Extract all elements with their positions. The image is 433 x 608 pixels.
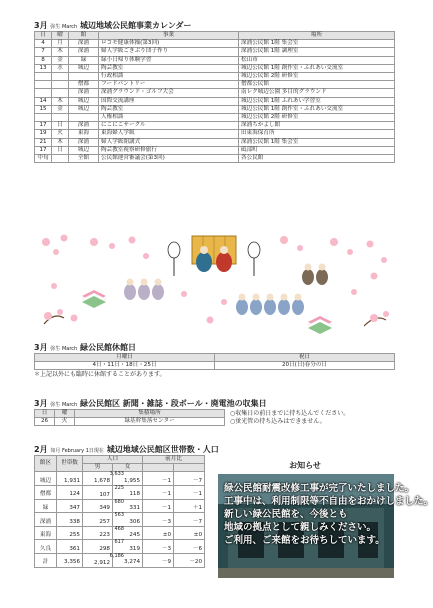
cal-day bbox=[35, 73, 52, 81]
hh-male bbox=[83, 471, 124, 486]
cal-event: にこにこサークル bbox=[99, 122, 239, 130]
hh-d-population: －7 bbox=[174, 513, 205, 527]
cal-hall: 緑 bbox=[69, 56, 99, 64]
households-row bbox=[35, 540, 205, 554]
calendar-table bbox=[34, 31, 395, 163]
closed-heading: 3月 弥生 March 緑公民館休館日 bbox=[34, 343, 137, 352]
hh-d-population: －1 bbox=[174, 486, 205, 500]
cal-place: 砥部町 bbox=[239, 146, 395, 154]
calendar-row bbox=[35, 81, 395, 89]
cal-place: 各公民館 bbox=[239, 155, 395, 163]
cal-event: ロコモ健康体操(第3回) bbox=[99, 40, 239, 48]
cal-hall: 深浦 bbox=[69, 122, 99, 130]
cal-weekday bbox=[52, 73, 69, 81]
cal-weekday: 金 bbox=[52, 105, 69, 113]
notice-line-5: ご利用、ご来館をお待ちしています。 bbox=[224, 535, 385, 546]
hh-male-value: 223 bbox=[99, 532, 110, 539]
cal-event: フードパントリー bbox=[99, 81, 239, 89]
hh-male bbox=[83, 525, 124, 540]
cal-place: 城辺公民館 2階 研修室 bbox=[239, 73, 395, 81]
hh-area: 計 bbox=[35, 553, 57, 567]
cal-hall bbox=[69, 114, 99, 122]
cal-place: 深浦公民館 1階 集会室 bbox=[239, 40, 395, 48]
hh-d-population: －6 bbox=[174, 540, 205, 554]
hh-female: 319 bbox=[113, 540, 143, 554]
cal-hall: 城辺 bbox=[69, 97, 99, 105]
cal-place: 城辺公民館 2階 研修室 bbox=[239, 114, 395, 122]
hh-households: 3,356 bbox=[57, 553, 83, 567]
hh-female-header: 女 bbox=[113, 464, 143, 472]
households-heading: 2月 如月 February 1日現在 城辺地域公民館区世帯数・人口 bbox=[34, 445, 219, 454]
hh-count-header: 世帯数 bbox=[57, 456, 83, 472]
header-place: 場所 bbox=[239, 32, 395, 40]
cal-weekday bbox=[52, 155, 69, 163]
cal-event: 国際交流講座 bbox=[99, 97, 239, 105]
cal-hall: 城辺 bbox=[69, 64, 99, 72]
cal-event: 東海婦人学級 bbox=[99, 130, 239, 138]
header-hall: 館 bbox=[69, 32, 99, 40]
hh-area: 僧都 bbox=[35, 486, 57, 500]
hh-female: 245 bbox=[113, 526, 143, 540]
cal-day: 17 bbox=[35, 146, 52, 154]
cal-day: 21 bbox=[35, 138, 52, 146]
cal-place: 城辺公民館 1階 創作室・ふれあい交流室 bbox=[239, 64, 395, 72]
hina-doll-art bbox=[34, 232, 394, 337]
recycling-weekday-header: 曜 bbox=[55, 410, 75, 418]
households-row bbox=[35, 472, 205, 486]
calendar-heading: 3月 弥生 March 城辺地域公民館事業カレンダー bbox=[34, 21, 192, 30]
cal-hall: 城辺 bbox=[69, 105, 99, 113]
hh-female: 331 bbox=[113, 499, 143, 513]
hh-total: 225 bbox=[114, 485, 124, 492]
hh-area: 緑 bbox=[35, 499, 57, 513]
cal-event: 緑小日帰り体験学習 bbox=[99, 56, 239, 64]
hh-area: 城辺 bbox=[35, 472, 57, 486]
calendar-row bbox=[35, 105, 395, 113]
cal-place: 深浦公民館 1階 調理室 bbox=[239, 48, 395, 56]
cal-event: 陶芸教室 bbox=[99, 105, 239, 113]
calendar-row bbox=[35, 122, 395, 130]
cal-place: 深浦公民館 1階 集会室 bbox=[239, 138, 395, 146]
cal-event: 行政相談 bbox=[99, 73, 239, 81]
calendar-row bbox=[35, 130, 395, 138]
calendar-row bbox=[35, 89, 395, 97]
hh-d-population: －20 bbox=[174, 553, 205, 567]
cal-day: 14 bbox=[35, 97, 52, 105]
cal-event: 婦人学級閉講式 bbox=[99, 138, 239, 146]
cal-day: 19 bbox=[35, 130, 52, 138]
cal-day bbox=[35, 81, 52, 89]
cal-weekday: 日 bbox=[52, 122, 69, 130]
cal-weekday: 日 bbox=[52, 146, 69, 154]
cal-hall: 深浦 bbox=[69, 89, 99, 97]
cal-event: 人権相談 bbox=[99, 114, 239, 122]
hh-d-population: －7 bbox=[174, 472, 205, 486]
hh-male bbox=[83, 498, 124, 513]
hh-male-value: 2,912 bbox=[93, 559, 110, 566]
calendar-row bbox=[35, 64, 395, 72]
cal-weekday bbox=[52, 89, 69, 97]
hh-male bbox=[83, 512, 124, 527]
header-event: 事業 bbox=[99, 32, 239, 40]
recycling-day-header: 日 bbox=[35, 410, 55, 418]
hh-households: 347 bbox=[57, 499, 83, 513]
cal-day: 中旬 bbox=[35, 155, 52, 163]
hh-female: 1,955 bbox=[113, 472, 143, 486]
notice-line-4: 地域の拠点として親しみください。 bbox=[224, 522, 377, 533]
cal-weekday: 木 bbox=[52, 97, 69, 105]
cal-day: 4 bbox=[35, 40, 52, 48]
calendar-header-row bbox=[35, 32, 395, 40]
calendar-row bbox=[35, 48, 395, 56]
hh-male-value: 349 bbox=[99, 505, 110, 512]
notice-line-3: 新しい緑公民館を、今後とも bbox=[224, 509, 348, 520]
cal-day: 15 bbox=[35, 105, 52, 113]
cal-day: 17 bbox=[35, 122, 52, 130]
closed-note: ＊上記以外にも臨時に休館することがあります。 bbox=[34, 371, 166, 378]
hh-households: 255 bbox=[57, 526, 83, 540]
households-row bbox=[35, 553, 205, 567]
cal-hall: 城辺 bbox=[69, 146, 99, 154]
hh-area: 深浦 bbox=[35, 513, 57, 527]
notice-line-2: 工事中は、利用制限等不自由をおかけしました。 bbox=[224, 496, 433, 507]
recycling-notes bbox=[230, 410, 349, 426]
households-table bbox=[34, 455, 205, 568]
hh-d-households: －3 bbox=[143, 513, 174, 527]
hh-households: 124 bbox=[57, 486, 83, 500]
cal-weekday: 水 bbox=[52, 64, 69, 72]
hh-d-population: ±0 bbox=[174, 526, 205, 540]
cal-day bbox=[35, 114, 52, 122]
cal-day: 13 bbox=[35, 64, 52, 72]
households-row bbox=[35, 486, 205, 500]
recycling-place-header: 集積場所 bbox=[75, 410, 225, 418]
hh-households: 338 bbox=[57, 513, 83, 527]
cal-event: 陶芸教室視察研修旅行 bbox=[99, 146, 239, 154]
hh-total: 3,633 bbox=[109, 471, 124, 478]
households-row bbox=[35, 513, 205, 527]
cal-day bbox=[35, 89, 52, 97]
calendar-row bbox=[35, 40, 395, 48]
cal-event: 陶芸教室 bbox=[99, 64, 239, 72]
cal-weekday bbox=[52, 114, 69, 122]
cal-weekday: 月 bbox=[52, 40, 69, 48]
cal-weekday: 木 bbox=[52, 138, 69, 146]
hh-households: 361 bbox=[57, 540, 83, 554]
cal-day: 7 bbox=[35, 48, 52, 56]
cal-weekday: 金 bbox=[52, 56, 69, 64]
cal-hall: 僧都 bbox=[69, 81, 99, 89]
calendar-row bbox=[35, 155, 395, 163]
cal-place: 松山市 bbox=[239, 56, 395, 64]
cal-hall: 深浦 bbox=[69, 48, 99, 56]
calendar-row bbox=[35, 56, 395, 64]
cal-hall bbox=[69, 73, 99, 81]
hh-area-header: 館区 bbox=[35, 456, 57, 472]
recycling-note-2: ○蛍光管の持ち込みはできません。 bbox=[230, 418, 326, 425]
calendar-row bbox=[35, 146, 395, 154]
cal-hall: 東海 bbox=[69, 130, 99, 138]
hh-d-households: －1 bbox=[143, 499, 174, 513]
households-row bbox=[35, 526, 205, 540]
hh-total: 468 bbox=[114, 525, 124, 532]
calendar-row bbox=[35, 97, 395, 105]
cal-hall: 深浦 bbox=[69, 40, 99, 48]
calendar-row bbox=[35, 138, 395, 146]
cal-event: 公民館運営審議会(第3回) bbox=[99, 155, 239, 163]
header-weekday: 曜 bbox=[52, 32, 69, 40]
hh-female: 3,274 bbox=[113, 553, 143, 567]
hh-male-value: 1,678 bbox=[93, 477, 110, 484]
hh-d-population: ＋1 bbox=[174, 499, 205, 513]
closed-weekday-dates: 4日・11日・18日・25日 bbox=[35, 362, 215, 370]
cal-weekday: 火 bbox=[52, 130, 69, 138]
recycling-day: 26 bbox=[35, 418, 55, 426]
cal-place: 城辺公民館 1階 創作室・ふれあい交流室 bbox=[239, 105, 395, 113]
cal-day: 8 bbox=[35, 56, 52, 64]
hh-male-value: 257 bbox=[99, 518, 110, 525]
notice-title: お知らせ bbox=[289, 461, 321, 470]
cal-hall: 深浦 bbox=[69, 138, 99, 146]
hh-d-households: －1 bbox=[143, 486, 174, 500]
households-row bbox=[35, 499, 205, 513]
closed-weekday-header: 月曜日 bbox=[35, 354, 215, 362]
cal-hall: 全館 bbox=[69, 155, 99, 163]
hh-male bbox=[83, 485, 124, 500]
closed-table bbox=[34, 353, 395, 370]
hh-male-header: 男 bbox=[83, 464, 113, 472]
hh-total: 680 bbox=[114, 498, 124, 505]
hh-d-households: ±0 bbox=[143, 526, 174, 540]
cal-place: 僧都公民館 bbox=[239, 81, 395, 89]
notice-line-1: 緑公民館耐震改修工事が完了いたしました。 bbox=[224, 483, 415, 494]
hh-d-households: －1 bbox=[143, 472, 174, 486]
hh-prev-population-header bbox=[174, 464, 205, 472]
notice-photo bbox=[218, 474, 433, 578]
cal-weekday: 木 bbox=[52, 48, 69, 56]
recycling-note-1: ○収集日の前日までに持ち込んでください。 bbox=[230, 410, 350, 417]
hh-male bbox=[83, 553, 124, 567]
cal-place: 田東海保育所 bbox=[239, 130, 395, 138]
hh-male-value: 298 bbox=[99, 545, 110, 552]
hh-total: 6,186 bbox=[109, 553, 124, 560]
header-day: 日 bbox=[35, 32, 52, 40]
hh-male bbox=[83, 539, 124, 554]
cal-place: 城辺公民館 1階 ふれあい学習室 bbox=[239, 97, 395, 105]
notice-text bbox=[224, 482, 433, 547]
hh-female: 118 bbox=[113, 486, 143, 500]
cal-event: 深浦グラウンド・ゴルフ大会 bbox=[99, 89, 239, 97]
cal-weekday bbox=[52, 81, 69, 89]
calendar-row bbox=[35, 114, 395, 122]
hh-male-value: 107 bbox=[99, 491, 110, 498]
recycling-place: 緑基幹集落センター bbox=[75, 418, 225, 426]
hh-population-header: 人口 bbox=[83, 456, 143, 464]
hh-households: 1,931 bbox=[57, 472, 83, 486]
recycling-weekday: 火 bbox=[55, 418, 75, 426]
cal-place: 南レク城辺公園 多目的グラウンド bbox=[239, 89, 395, 97]
hh-total: 617 bbox=[114, 539, 124, 546]
calendar-row bbox=[35, 73, 395, 81]
hh-d-households: －9 bbox=[143, 553, 174, 567]
hh-female: 306 bbox=[113, 513, 143, 527]
recycling-table bbox=[34, 409, 225, 426]
hh-prev-header: 前月比 bbox=[143, 456, 205, 464]
closed-holiday-dates: 20日(日)春分の日 bbox=[215, 362, 395, 370]
cal-event: 婦人学級ごきぶり団子作り bbox=[99, 48, 239, 56]
hh-area: 東海 bbox=[35, 526, 57, 540]
hh-prev-households-header bbox=[143, 464, 174, 472]
recycling-heading: 3月 弥生 March 緑公民館区 新聞・雑誌・段ボール・廃電池の収集日 bbox=[34, 399, 267, 408]
closed-holiday-header: 祝日 bbox=[215, 354, 395, 362]
hh-d-households: －3 bbox=[143, 540, 174, 554]
cal-place: 深浦ちかよし館 bbox=[239, 122, 395, 130]
hina-illustration bbox=[34, 232, 394, 337]
hh-area: 久良 bbox=[35, 540, 57, 554]
hh-total: 563 bbox=[114, 512, 124, 519]
